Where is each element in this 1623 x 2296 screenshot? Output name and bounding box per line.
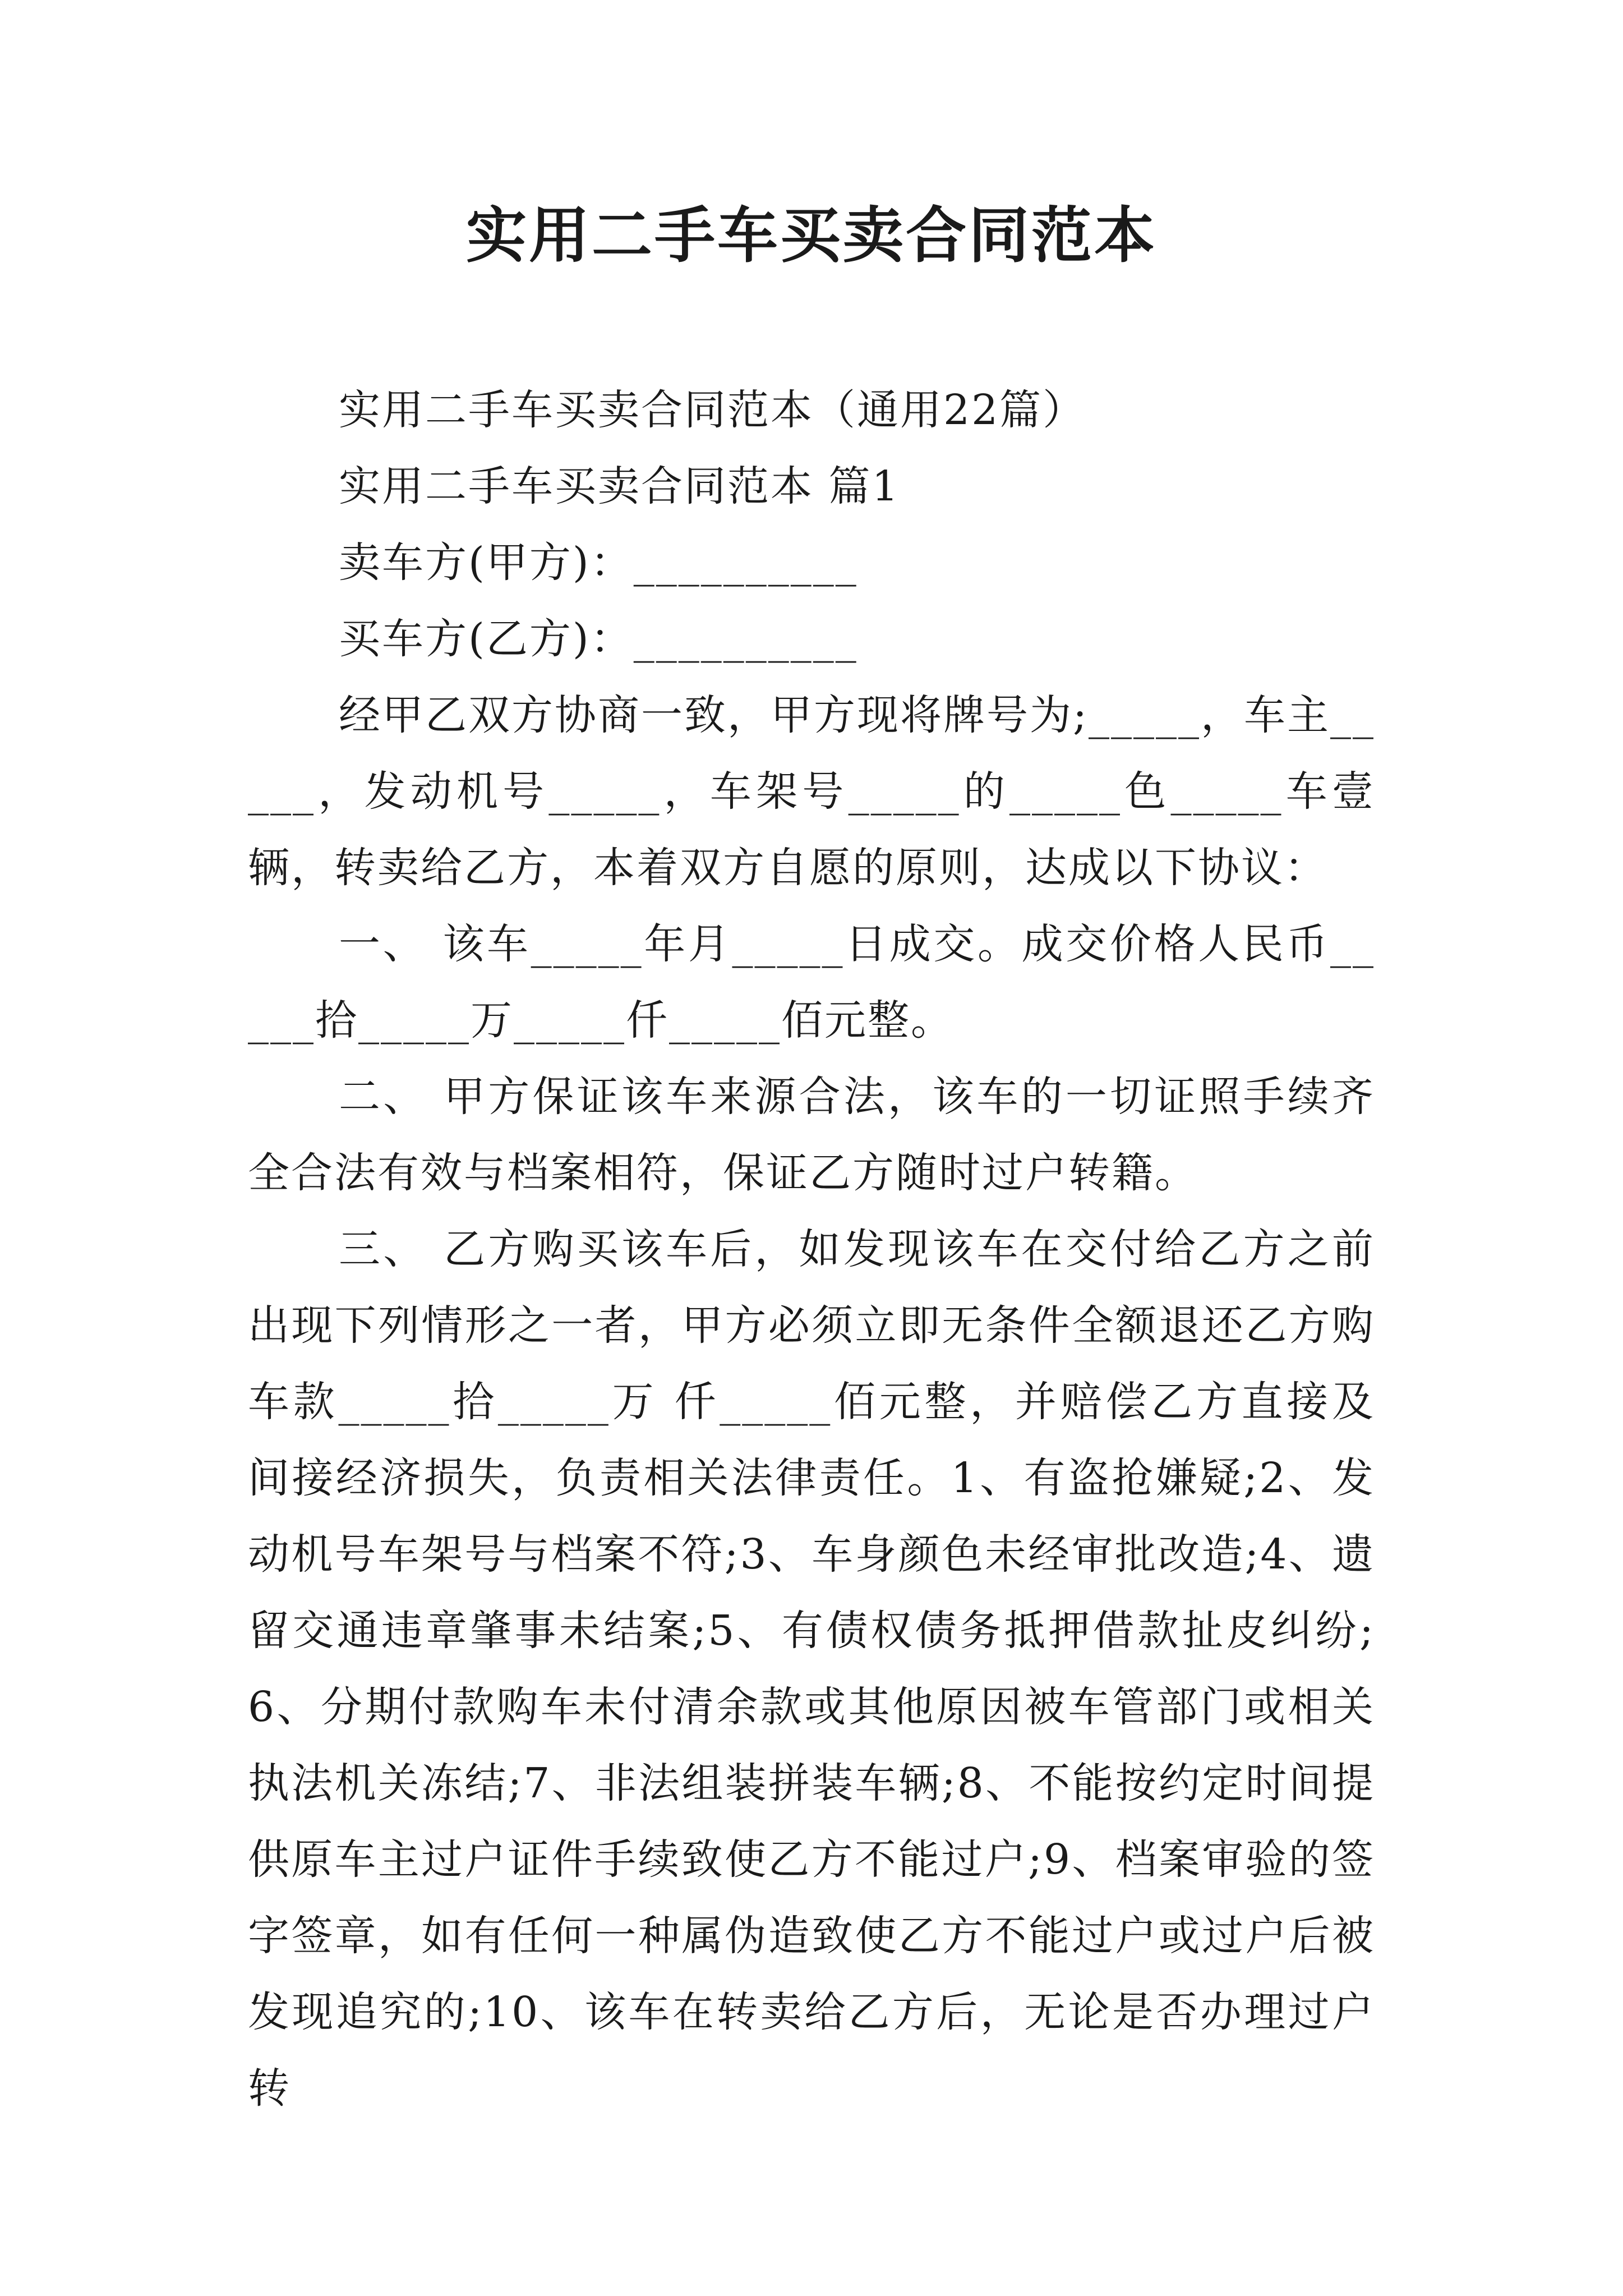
document-subtitle: 实用二手车买卖合同范本（通用22篇） bbox=[339, 386, 1086, 434]
document-title: 实用二手车买卖合同范本 bbox=[465, 200, 1157, 271]
seller-line: 卖车方(甲方)：__________ bbox=[339, 539, 858, 587]
document-body bbox=[248, 372, 1375, 2127]
buyer-line: 买车方(乙方)：__________ bbox=[339, 615, 858, 663]
section-heading: 实用二手车买卖合同范本 篇1 bbox=[339, 462, 900, 510]
clause-one-paragraph: 一、 该车_____年月_____日成交。成交价格人民币_____拾_____万_____仟_____佰元整。 bbox=[248, 920, 1375, 1045]
clause-three-paragraph: 三、 乙方购买该车后，如发现该车在交付给乙方之前出现下列情形之一者，甲方必须立即无条件全额退还乙方购车款_____拾_____万 仟_____佰元整，并赔偿乙方直接及间接经济损失，负责相关法律责任。1、有盗抢嫌疑;2、发动机号车架号与档案不符;3、车身颜色未经审批改造;4、遗留交通违章肇事未结案;5、有债权债务抵押借款扯皮纠纷;6、分期付款购车未付清余款或其他原因被车管部门或相关执法机关冻结;7、非法组装拼装车辆;8、不能按约定时间提供原车主过户证件手续致使乙方不能过户;9、档案审验的签字签章，如有任何一种属伪造致使乙方不能过户或过户后被发现追究的;10、该车在转卖给乙方后，无论是否办理过户转 bbox=[248, 1225, 1375, 2113]
agreement-intro-paragraph: 经甲乙双方协商一致，甲方现将牌号为;_____，车主_____，发动机号_____，车架号_____的_____色_____车壹辆，转卖给乙方，本着双方自愿的原则，达成以下协议： bbox=[248, 691, 1375, 892]
clause-two-paragraph: 二、 甲方保证该车来源合法，该车的一切证照手续齐全合法有效与档案相符，保证乙方随时过户转籍。 bbox=[248, 1073, 1375, 1197]
